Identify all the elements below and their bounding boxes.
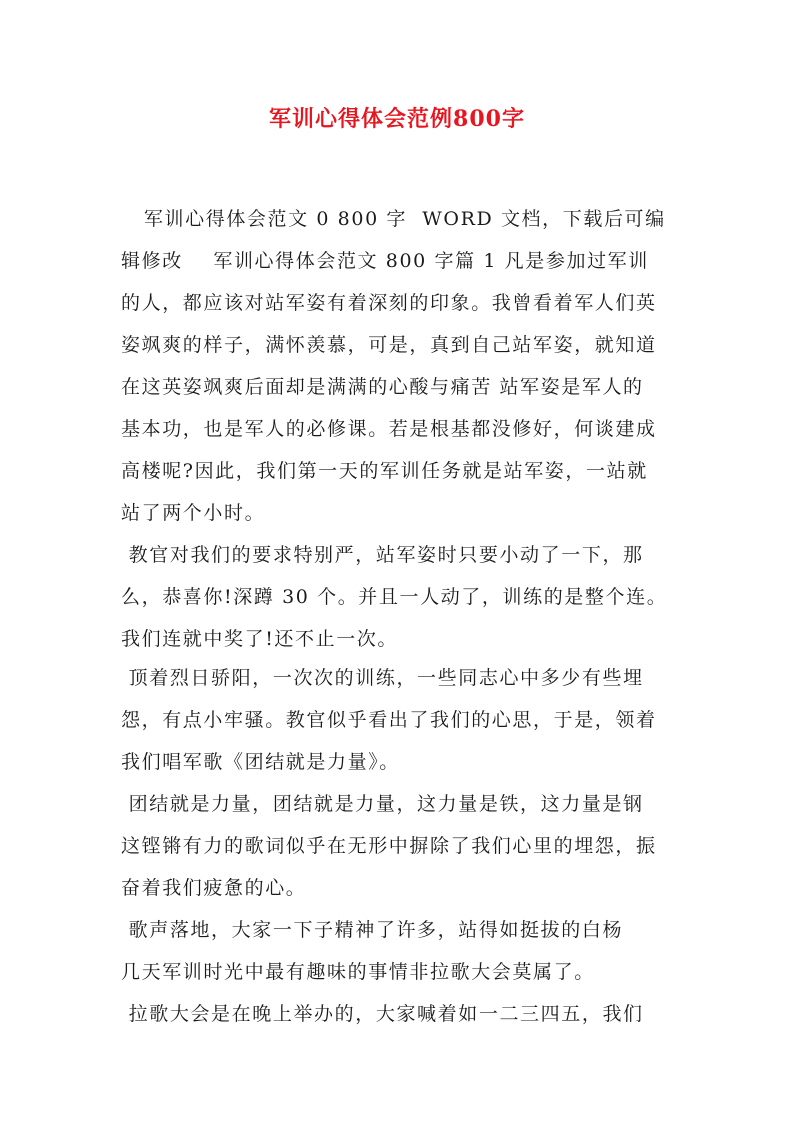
body-line: 奋着我们疲惫的心。 bbox=[121, 877, 307, 899]
body-line: 我们唱军歌《团结就是力量》。 bbox=[121, 751, 400, 773]
body-line: 教官对我们的要求特别严，站军姿时只要小动了一下，那 bbox=[121, 544, 644, 566]
body-line: 站了两个小时。 bbox=[121, 502, 266, 524]
document-title: 军训心得体会范例800字 bbox=[269, 106, 525, 132]
body-line: 顶着烈日骄阳，一次次的训练，一些同志心中多少有些埋 bbox=[121, 667, 644, 689]
body-line: 高楼呢?因此，我们第一天的军训任务就是站军姿，一站就 bbox=[121, 460, 648, 482]
body-line: 团结就是力量，团结就是力量，这力量是铁，这力量是钢 bbox=[121, 793, 644, 815]
body-line: 基本功，也是军人的必修课。若是根基都没修好，何谈建成 bbox=[121, 418, 657, 440]
body-line: 么，恭喜你!深蹲 30 个。并且一人动了，训练的是整个连。 bbox=[121, 586, 668, 608]
body-line: 的人，都应该对站军姿有着深刻的印象。我曾看着军人们英 bbox=[121, 292, 657, 314]
body-line: 怨，有点小牢骚。教官似乎看出了我们的心思，于是，领着 bbox=[121, 709, 657, 731]
body-line: 这铿锵有力的歌词似乎在无形中摒除了我们心里的埋怨，振 bbox=[121, 835, 657, 857]
body-line: 我们连就中奖了!还不止一次。 bbox=[121, 628, 399, 650]
body-line: 歌声落地，大家一下子精神了许多，站得如挺拔的白杨 bbox=[121, 919, 624, 941]
body-line: 拉歌大会是在晚上举办的，大家喊着如一二三四五，我们 bbox=[121, 1003, 644, 1025]
body-line: 军训心得体会范文 0 800 字 WORD 文档，下载后可编 bbox=[121, 208, 666, 230]
body-line: 几天军训时光中最有趣味的事情非拉歌大会莫属了。 bbox=[121, 961, 595, 983]
body-line: 姿飒爽的样子，满怀羡慕，可是，真到自己站军姿，就知道 bbox=[121, 334, 657, 356]
body-line: 辑修改 军训心得体会范文 800 字篇 1 凡是参加过军训 bbox=[121, 250, 649, 272]
body-line: 在这英姿飒爽后面却是满满的心酸与痛苦 站军姿是军人的 bbox=[121, 376, 644, 398]
